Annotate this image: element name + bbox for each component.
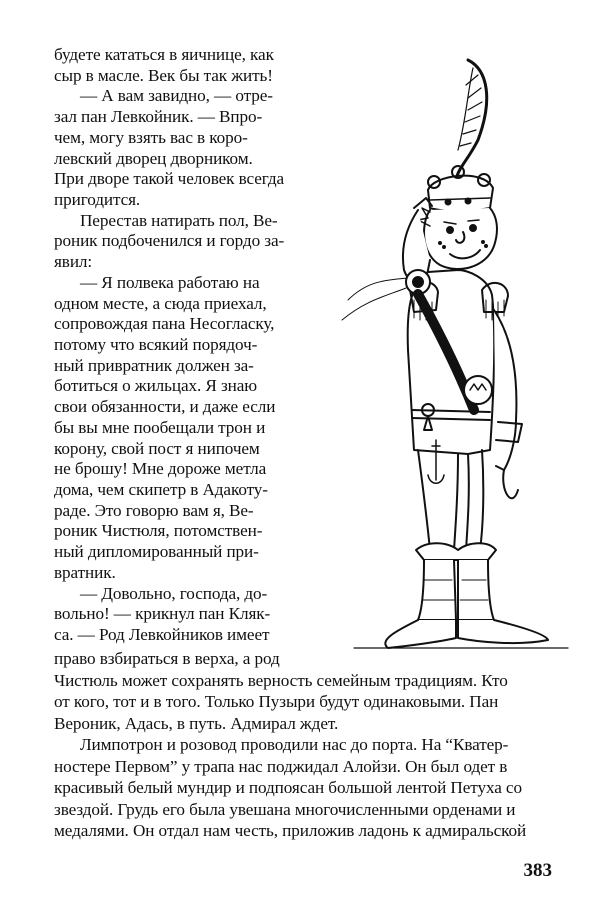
- text-line: зал пан Левкойник. — Впро-: [54, 107, 263, 127]
- text-line: сыр в масле. Век бы так жить!: [54, 65, 273, 85]
- text-line: от кого, тот и в того. Только Пузыри будут одинаковыми. Пан: [54, 692, 499, 711]
- text-line: — А вам завидно, — отре-: [80, 86, 273, 106]
- text-line: ный привратник должен за-: [54, 355, 254, 375]
- text-line: бы вы мне пообещали трон и: [54, 417, 266, 437]
- text-line: ностере Первом” у трапа нас поджидал Алойзи. Он был одет в: [54, 756, 508, 776]
- text-line: вратник.: [54, 562, 116, 582]
- text-line: ботиться о жильцах. Я знаю: [54, 376, 258, 396]
- doorman-illustration: [318, 50, 570, 650]
- text-line: будете кататься в яичнице, как: [54, 45, 274, 64]
- text-line: Перестав натирать пол, Ве-: [80, 210, 278, 230]
- text-line: звездой. Грудь его была увешана многочисленными орденами и: [54, 799, 516, 819]
- text-line: вольно! — крикнул пан Кляк-: [54, 604, 271, 624]
- text-line: левский дворец дворником.: [54, 148, 253, 168]
- page-number: 383: [523, 860, 552, 881]
- text-line: не брошу! Мне дороже метла: [54, 459, 267, 479]
- text-line: чем, могу взять вас в коро-: [54, 127, 248, 147]
- text-line: — Я полвека работаю на: [80, 272, 260, 292]
- text-line: Лимпотрон и розовод проводили нас до порта. На “Кватер-: [80, 735, 509, 754]
- text-line: При дворе такой человек всегда: [54, 169, 285, 189]
- text-line: потому что всякий порядоч-: [54, 335, 258, 354]
- text-line: явил:: [54, 252, 93, 272]
- text-line: пригодится.: [54, 190, 141, 209]
- text-line: ный дипломированный при-: [54, 542, 259, 562]
- text-line: сопровождая пана Несогласку,: [54, 314, 275, 334]
- text-line: роник Чистюля, потомствен-: [54, 521, 263, 541]
- text-line: право взбираться в верха, а род: [54, 649, 280, 668]
- text-line: са. — Род Левкойников имеет: [54, 625, 270, 644]
- text-line: — Довольно, господа, до-: [80, 583, 268, 603]
- text-line: одном месте, а сюда приехал,: [54, 293, 267, 313]
- text-line: Чистюль может сохранять верность семейным традициям. Кто: [54, 670, 508, 690]
- text-line: свои обязанности, и даже если: [54, 397, 276, 417]
- text-line: роник подбоченился и гордо за-: [54, 231, 285, 251]
- text-line: Вероник, Адась, в путь. Адмирал ждет.: [54, 713, 339, 733]
- text-line: корону, свой пост я нипочем: [54, 438, 260, 458]
- text-line: дома, чем скипетр в Адакоту-: [54, 480, 268, 499]
- text-line: красивый белый мундир и подпоясан большой лентой Петуха со: [54, 778, 522, 797]
- text-line: медалями. Он отдал нам честь, приложив ладонь к адмиральской: [54, 821, 527, 840]
- text-line: раде. Это говорю вам я, Ве-: [54, 500, 254, 520]
